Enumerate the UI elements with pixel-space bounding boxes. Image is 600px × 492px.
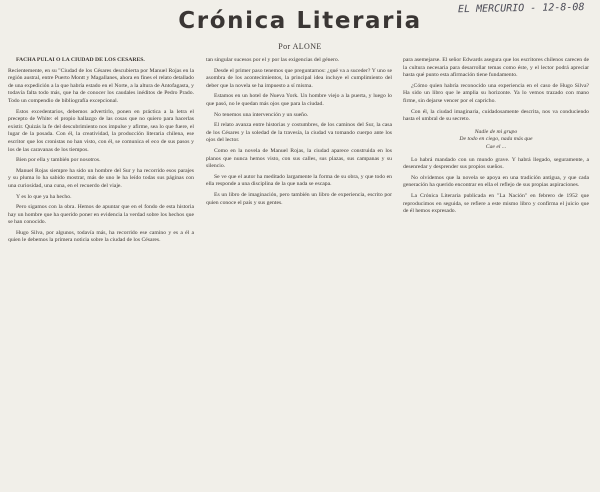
column-1 <box>8 57 194 487</box>
verse-line: De todo en ciego, nada más que <box>459 136 533 143</box>
verse-line: Nadie de mi grupo <box>474 128 518 135</box>
paragraph: Bien por ella y también por nosotros. <box>16 157 101 164</box>
paragraph: No tenemos una intervención y un sueño. <box>214 111 309 118</box>
paragraph: Pero sigamos con la obra. Hemos de apuntar que en el fondo de esta historia hay un hombre que ha querido poner en evidencia la verdad sobre los hechos que se han conocido. <box>8 204 194 226</box>
paragraph: Estos excedentarios, debemos advertirlo, ponen en práctica a la letra el precepto de White: el propio hallazgo de las cosas que no quiero para hacerlas existir. Quizás la fe del descubrimiento nos impulse y afirme, sea lo que fuere, el lugar de la posada. Con él, la creatividad, la producción literaria chilena, ese escritor que los cronistas no han visto, con él, se comunica el eco de sus pasos y los de las caravanas de los tiempos. <box>8 108 194 153</box>
column-3 <box>403 57 589 487</box>
paragraph: Con él, la ciudad imaginaria, cuidadosamente descrita, nos va conduciendo hasta el umbral de su secreto. <box>403 108 589 123</box>
paragraph: La Crónica Literaria publicada en "La Nación" en febrero de 1952 que reproducimos en seguida, se refiere a este mismo libro y confirma el juicio que de él hemos expresado. <box>403 192 589 215</box>
paragraph: Lo habrá mandado con un mundo grave. Y habrá llegado, seguramente, a desenredar y desprender sus propios sueños. <box>403 156 589 171</box>
paragraph: Se ve que el autor ha meditado largamente la forma de su obra, y que todo en ella responde a una disciplina de la que nada se escapa. <box>206 173 392 188</box>
page-title: Crónica Literaria <box>178 8 422 34</box>
paragraph: Desde el primer paso tenemos que preguntarnos: ¿qué va a suceder? Y uno se asombra de los acontecimientos, la principal idea incluye el cumplimiento del deber que la novela se ha impuesto a sí misma. <box>206 67 392 89</box>
paragraph: Es un libro de imaginación, pero también un libro de experiencia, escrito por quien conoce el país y sus gentes. <box>206 191 392 206</box>
verse-quote <box>403 129 589 152</box>
paragraph: No olvidemos que la novela se apoya en una tradición antigua, y que cada generación ha querido encontrar en ella el reflejo de sus propias aspiraciones. <box>403 174 589 189</box>
paragraph: Hugo Silva, por algunos, todavía más, ha recorrido ese camino y es a él a quien le debemos la primera noticia sobre la ciudad de los Césares. <box>8 229 194 244</box>
paragraph: El relato avanza entre historias y costumbres, de los caminos del Sur, la casa de los Césares y la soledad de la travesía, la ciudad va tomando cuerpo ante los ojos del lector. <box>206 122 392 144</box>
paragraph: Recientemente, en su "Ciudad de los Césares descubierta por Manuel Rojas en la región austral, entre Puerto Montt y Magallanes, ahora en fines el relato detallado de una expedición a la que habría estado en el Norte, a la altura de Antofagasta, y todavía falta todo más, que ha de conocer los caudales inéditos de Pedro Prado. Todo un compendio de bibliografía excepcional. <box>8 67 194 104</box>
paragraph: para asemejarse. El señor Edwards asegura que los escritores chilenos carecen de la cultura necesaria para desarrollar temas como éste, y el lector podrá apreciar hasta qué punto esta afirmación tiene fundamento. <box>403 57 589 79</box>
verse-line: Cae el ... <box>485 143 507 150</box>
byline: Por ALONE <box>278 42 322 51</box>
section-heading: FACHA PULAI O LA CIUDAD DE LOS CESARES. <box>16 57 145 63</box>
paragraph: ¿Cómo quien habría reconocido una experiencia en el caso de Hugo Silva? Ha sido un libro que le amplia su horizonte. Ya lo vemos trazado con mano firme, sin dejarse vencer por el capricho. <box>403 82 589 104</box>
paragraph: Como en la novela de Manuel Rojas, la ciudad aparece construida en los planos que nunca hemos visto, con sus calles, sus plazas, sus campanas y su silencio. <box>206 147 392 170</box>
handwritten-date-note: EL MERCURIO - 12-8-08 <box>457 1 585 16</box>
column-2 <box>206 57 392 487</box>
paragraph: Manuel Rojas siempre ha sido un hombre del Sur y ha recorrido esos parajes y su pluma lo ha sabido mostrar, más de uno le ha leído todas sus páginas con una curiosidad, una cuna, en el recuerdo del viaje. <box>8 167 194 189</box>
paragraph: tan singular sucesos por el y por las exigencias del género. <box>206 57 340 63</box>
paragraph: Y es lo que ya ha hecho. <box>16 193 72 200</box>
paragraph: Estamos en un hotel de Nueva York. Un hombre viejo a la puerta, y luego lo que pasó, no le quedan más ojos que para la ciudad. <box>206 93 392 107</box>
